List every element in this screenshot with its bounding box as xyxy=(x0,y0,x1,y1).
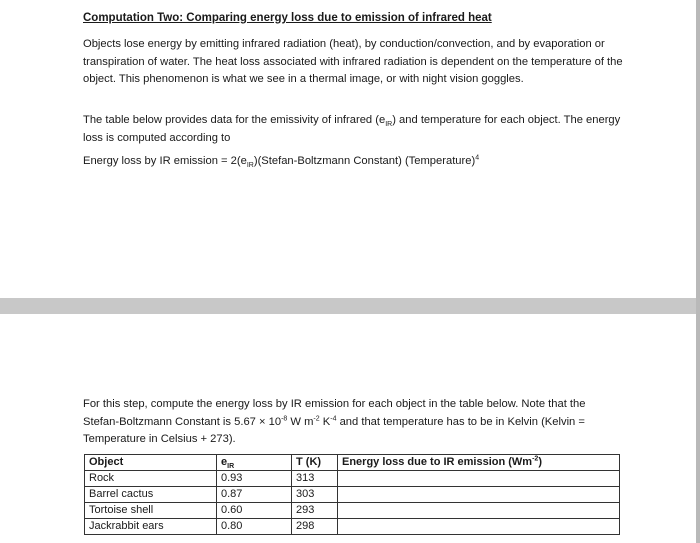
cell-emissivity: 0.80 xyxy=(217,519,292,535)
cell-energy-loss[interactable] xyxy=(338,471,620,487)
cell-temperature: 298 xyxy=(292,519,338,535)
table-header-row xyxy=(85,455,620,471)
cell-object: Tortoise shell xyxy=(85,503,217,519)
table-intro-paragraph: The table below provides data for the emissivity of infrared $(e_{IR})$ and temperature for each object. The energy loss is computed according to xyxy=(83,114,621,144)
cell-temperature: 313 xyxy=(292,471,338,487)
cell-energy-loss[interactable] xyxy=(338,487,620,503)
header-emissivity: $e_{IR}$ xyxy=(217,455,292,471)
cell-object: Barrel cactus xyxy=(85,487,217,503)
table-row xyxy=(85,519,620,535)
cell-energy-loss[interactable] xyxy=(338,503,620,519)
section-title: Computation Two: Comparing energy loss due to emission of infrared heat xyxy=(83,12,492,24)
cell-object: Jackrabbit ears xyxy=(85,519,217,535)
header-temperature: T (K) xyxy=(292,455,338,471)
vertical-scrollbar[interactable] xyxy=(696,0,700,543)
header-object: Object xyxy=(85,455,217,471)
table-row xyxy=(85,471,620,487)
cell-temperature: 303 xyxy=(292,487,338,503)
cell-energy-loss[interactable] xyxy=(338,519,620,535)
cell-temperature: 293 xyxy=(292,503,338,519)
energy-loss-table xyxy=(84,454,620,535)
cell-emissivity: 0.60 xyxy=(217,503,292,519)
energy-loss-formula: Energy loss by IR emission = $2(e_{IR})(Stefan$-Boltzmann Constant) (Temperature)$^4$ xyxy=(83,154,480,170)
page-break-gap xyxy=(0,298,700,314)
instructions-paragraph: For this step, compute the energy loss by IR emission for each object in the table below. Note that the Stefan-Boltzmann Constant is $5.67 \times 10^{-8}$ W $m^{-2}$ $K^{-4}$ and that temperature has to be in Kelvin (Kelvin = Temperature in Celsius + 273). xyxy=(83,398,586,445)
table-row xyxy=(85,487,620,503)
cell-object: Rock xyxy=(85,471,217,487)
cell-emissivity: 0.87 xyxy=(217,487,292,503)
table-row xyxy=(85,503,620,519)
intro-paragraph: Objects lose energy by emitting infrared radiation (heat), by conduction/convection, and by evaporation or transpiration of water. The heat loss associated with infrared radiation is dependent on the temperature of the object. This phenomenon is what we see in a thermal image, or with night vision goggles. xyxy=(83,38,623,85)
document-page-2 xyxy=(0,314,700,543)
header-energy-loss: Energy loss due to IR emission $(Wm^{-2})$ xyxy=(338,455,620,471)
cell-emissivity: 0.93 xyxy=(217,471,292,487)
scrollbar-thumb[interactable] xyxy=(696,0,700,543)
